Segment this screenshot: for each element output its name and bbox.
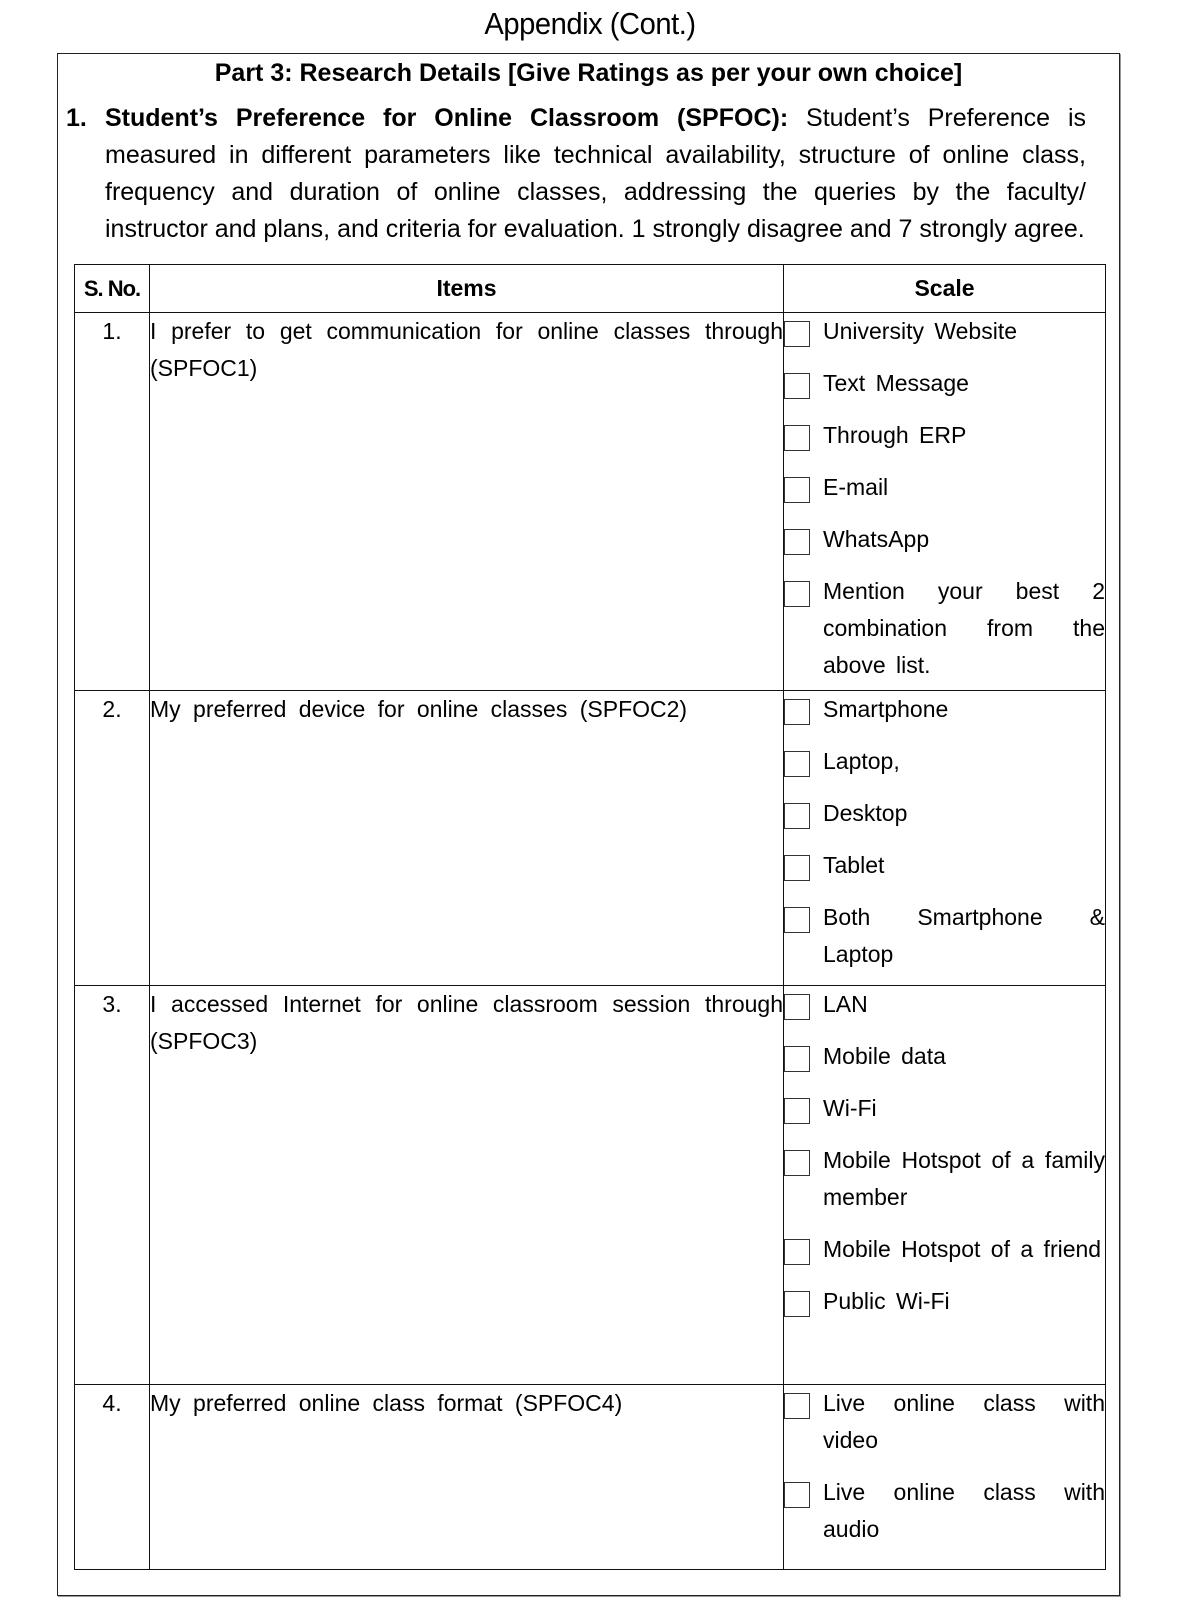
option-label: Text Message	[823, 370, 969, 396]
table-row	[75, 986, 1106, 1385]
option-label: WhatsApp	[823, 526, 930, 552]
row-sno: 4.	[75, 1385, 150, 1570]
option-laptop[interactable]	[784, 743, 1105, 780]
option-smartphone-and-laptop[interactable]	[784, 899, 1105, 973]
header-scale: Scale	[784, 265, 1106, 313]
option-best-2-combination[interactable]	[784, 573, 1105, 684]
spfoc-items-table	[74, 264, 1106, 1570]
option-live-video[interactable]	[784, 1385, 1105, 1459]
option-label: Public Wi-Fi	[823, 1288, 950, 1314]
checkbox[interactable]	[784, 477, 810, 503]
section-description: Student’s Preference is measured in different parameters like technical availability, structure of online class, frequency and duration of online classes, addressing the queries by the faculty/ instructor and plans, and criteria for evaluation. 1 strongly disagree and 7 strongly agree.	[105, 104, 1086, 243]
checkbox[interactable]	[784, 855, 810, 881]
row-sno: 2.	[75, 691, 150, 986]
table-row	[75, 313, 1106, 691]
table-header-row	[75, 265, 1106, 313]
option-hotspot-family[interactable]	[784, 1142, 1105, 1216]
option-label: LAN	[823, 991, 868, 1017]
checkbox[interactable]	[784, 1393, 810, 1419]
row-item: My preferred device for online classes (SPFOC2)	[150, 691, 784, 986]
option-hotspot-friend[interactable]	[784, 1231, 1105, 1268]
option-label: Mobile Hotspot of a family member	[823, 1147, 1105, 1210]
option-email[interactable]	[784, 469, 1105, 506]
checkbox[interactable]	[784, 1046, 810, 1072]
option-label: Live online class with audio	[823, 1479, 1105, 1542]
option-whatsapp[interactable]	[784, 521, 1105, 558]
checkbox[interactable]	[784, 321, 810, 347]
checkbox[interactable]	[784, 803, 810, 829]
checkbox[interactable]	[784, 907, 810, 933]
row-item: My preferred online class format (SPFOC4)	[150, 1385, 784, 1570]
option-label: Smartphone	[823, 696, 949, 722]
option-label: University Website	[823, 318, 1018, 344]
option-label: Live online class with video	[823, 1390, 1105, 1453]
row-scale-options	[784, 1385, 1106, 1570]
option-label: Mobile data	[823, 1043, 946, 1069]
option-through-erp[interactable]	[784, 417, 1105, 454]
checkbox[interactable]	[784, 529, 810, 555]
option-desktop[interactable]	[784, 795, 1105, 832]
option-university-website[interactable]	[784, 313, 1105, 350]
table-row	[75, 691, 1106, 986]
row-sno: 1.	[75, 313, 150, 691]
checkbox[interactable]	[784, 1482, 810, 1508]
header-sno: S. No.	[75, 265, 150, 313]
checkbox[interactable]	[784, 373, 810, 399]
checkbox[interactable]	[784, 994, 810, 1020]
row-scale-options	[784, 986, 1106, 1385]
checkbox[interactable]	[784, 425, 810, 451]
option-lan[interactable]	[784, 986, 1105, 1023]
checkbox[interactable]	[784, 1150, 810, 1176]
option-mobile-data[interactable]	[784, 1038, 1105, 1075]
checkbox[interactable]	[784, 751, 810, 777]
checkbox[interactable]	[784, 1291, 810, 1317]
part-heading: Part 3: Research Details [Give Ratings as per your own choice]	[214, 59, 963, 87]
row-scale-options	[784, 691, 1106, 986]
header-items: Items	[150, 265, 784, 313]
option-smartphone[interactable]	[784, 691, 1105, 728]
option-label: Wi-Fi	[823, 1095, 877, 1121]
checkbox[interactable]	[784, 581, 810, 607]
option-text-message[interactable]	[784, 365, 1105, 402]
option-label: Mobile Hotspot of a friend	[823, 1236, 1102, 1262]
checkbox[interactable]	[784, 1098, 810, 1124]
page-title: Appendix (Cont.)	[484, 6, 696, 41]
option-tablet[interactable]	[784, 847, 1105, 884]
section-number: 1.	[66, 104, 87, 132]
option-wifi[interactable]	[784, 1090, 1105, 1127]
checkbox[interactable]	[784, 1239, 810, 1265]
row-sno: 3.	[75, 986, 150, 1385]
option-label: Desktop	[823, 800, 908, 826]
row-item: I accessed Internet for online classroom session through (SPFOC3)	[150, 986, 784, 1385]
table-row	[75, 1385, 1106, 1570]
section-spfoc-intro	[66, 100, 1086, 248]
option-label: E-mail	[823, 474, 889, 500]
option-label: Through ERP	[823, 422, 967, 448]
checkbox[interactable]	[784, 699, 810, 725]
row-scale-options	[784, 313, 1106, 691]
option-label: Laptop,	[823, 748, 900, 774]
section-body	[105, 100, 1086, 248]
option-live-audio[interactable]	[784, 1474, 1105, 1548]
option-label: Mention your best 2 combination from the above list.	[823, 578, 1105, 678]
section-lead: Student’s Preference for Online Classroom (SPFOC):	[105, 104, 789, 132]
row-item: I prefer to get communication for online classes through (SPFOC1)	[150, 313, 784, 691]
option-label: Tablet	[823, 852, 885, 878]
option-public-wifi[interactable]	[784, 1283, 1105, 1320]
option-label: Both Smartphone & Laptop	[823, 904, 1105, 967]
